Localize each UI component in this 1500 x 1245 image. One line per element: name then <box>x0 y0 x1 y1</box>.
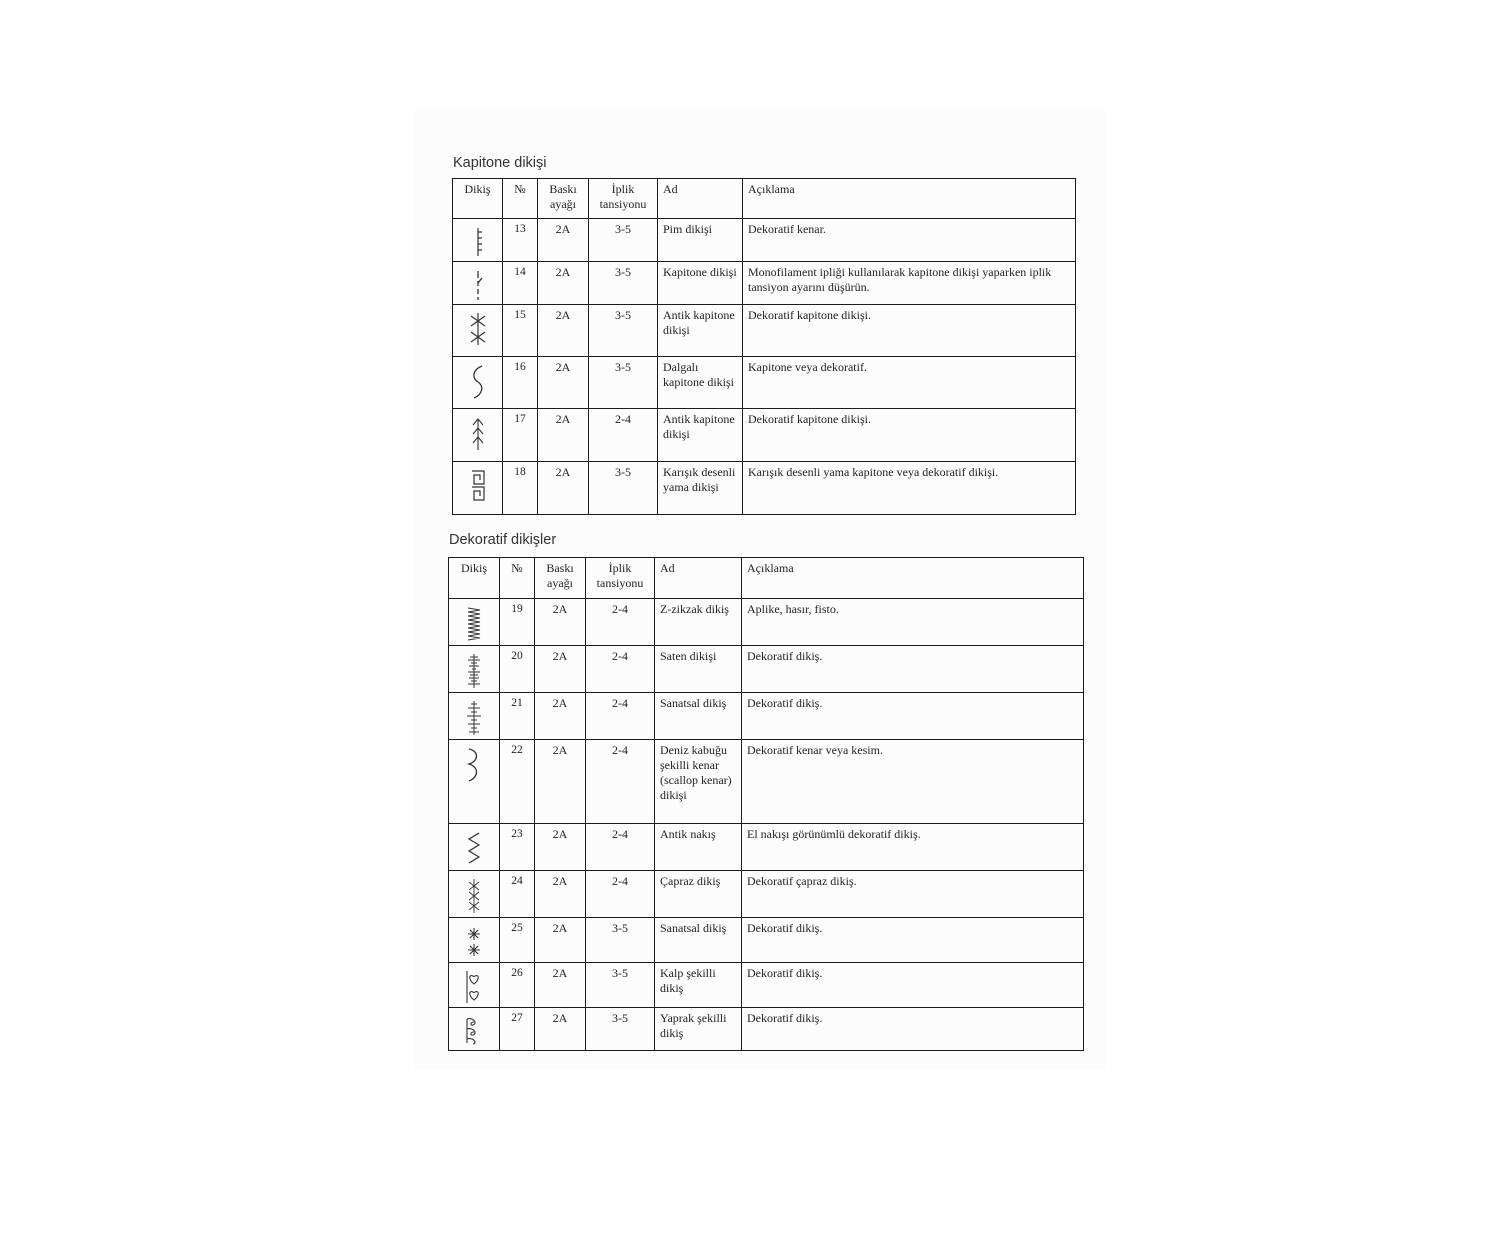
thread-tension: 3-5 <box>586 1008 655 1051</box>
stitch-name: Sanatsal dikiş <box>655 918 742 963</box>
stitch-description: Dekoratif dikiş. <box>742 963 1084 1008</box>
presser-foot: 2A <box>538 305 589 357</box>
antique-quilt-stitch-icon <box>458 312 497 346</box>
stitch-pattern-cell <box>453 409 503 462</box>
quilting-stitch-icon <box>458 269 497 301</box>
stitch-description: Dekoratif dikiş. <box>742 693 1084 740</box>
stitch-description: El nakışı görünümlü dekoratif dikiş. <box>742 824 1084 871</box>
stitch-name: Deniz kabuğu şekilli kenar (scallop kenar) dikişi <box>655 740 742 824</box>
stitch-name: Yaprak şekilli dikiş <box>655 1008 742 1051</box>
stitch-pattern-cell <box>449 918 500 963</box>
stitch-number: 26 <box>500 963 535 1008</box>
presser-foot: 2A <box>538 409 589 462</box>
section-title-quilting: Kapitone dikişi <box>453 155 547 171</box>
cross-stitch-icon <box>454 878 494 914</box>
stitch-number: 15 <box>503 305 538 357</box>
stitch-number: 27 <box>500 1008 535 1051</box>
header-name: Ad <box>658 179 743 219</box>
stitch-name: Karışık desenli yama dikişi <box>658 462 743 515</box>
thread-tension: 2-4 <box>586 871 655 918</box>
stitch-description: Kapitone veya dekoratif. <box>743 357 1076 409</box>
stitch-number: 18 <box>503 462 538 515</box>
stitch-name: Kapitone dikişi <box>658 262 743 305</box>
thread-tension: 2-4 <box>586 599 655 646</box>
star-art-stitch-icon <box>454 925 494 959</box>
stitch-description: Dekoratif kenar. <box>743 219 1076 262</box>
stitch-row <box>449 740 1084 824</box>
stitch-number: 16 <box>503 357 538 409</box>
presser-foot: 2A <box>535 599 586 646</box>
scallop-stitch-icon <box>454 747 494 783</box>
thread-tension: 3-5 <box>589 219 658 262</box>
stitch-name: Dalgalı kapitone dikişi <box>658 357 743 409</box>
stitch-pattern-cell <box>449 871 500 918</box>
stitch-description: Dekoratif çapraz dikiş. <box>742 871 1084 918</box>
header-foot: Baskı ayağı <box>538 179 589 219</box>
stitch-number: 25 <box>500 918 535 963</box>
stitch-name: Pim dikişi <box>658 219 743 262</box>
leaf-stitch-icon <box>454 1015 494 1045</box>
presser-foot: 2A <box>535 1008 586 1051</box>
presser-foot: 2A <box>535 693 586 740</box>
stitch-number: 23 <box>500 824 535 871</box>
stitch-row <box>449 693 1084 740</box>
stitch-description: Dekoratif kapitone dikişi. <box>743 305 1076 357</box>
stitch-name: Saten dikişi <box>655 646 742 693</box>
presser-foot: 2A <box>538 219 589 262</box>
section-title-decorative: Dekoratif dikişler <box>449 532 557 548</box>
stitch-name: Antik kapitone dikişi <box>658 409 743 462</box>
stitch-number: 13 <box>503 219 538 262</box>
stitch-row <box>453 462 1076 515</box>
art-stitch-icon <box>454 700 494 736</box>
crazy-patchwork-stitch-icon <box>458 469 497 503</box>
stitch-name: Sanatsal dikiş <box>655 693 742 740</box>
decorative-stitch-table <box>448 557 1084 1051</box>
presser-foot: 2A <box>535 871 586 918</box>
stitch-number: 19 <box>500 599 535 646</box>
satin-stitch-icon <box>454 653 494 689</box>
stitch-name: Antik nakış <box>655 824 742 871</box>
presser-foot: 2A <box>538 262 589 305</box>
header-number: № <box>503 179 538 219</box>
stitch-row <box>453 409 1076 462</box>
presser-foot: 2A <box>535 824 586 871</box>
presser-foot: 2A <box>535 740 586 824</box>
stitch-description: Dekoratif dikiş. <box>742 1008 1084 1051</box>
presser-foot: 2A <box>535 918 586 963</box>
stitch-row <box>453 357 1076 409</box>
thread-tension: 3-5 <box>586 918 655 963</box>
stitch-number: 20 <box>500 646 535 693</box>
stitch-pattern-cell <box>449 646 500 693</box>
stitch-pattern-cell <box>453 305 503 357</box>
presser-foot: 2A <box>535 646 586 693</box>
stitch-row <box>453 305 1076 357</box>
stitch-description: Dekoratif dikiş. <box>742 646 1084 693</box>
stitch-row <box>453 219 1076 262</box>
stitch-row <box>449 871 1084 918</box>
stitch-description: Dekoratif kapitone dikişi. <box>743 409 1076 462</box>
antique-stitch-icon <box>454 831 494 867</box>
stitch-description: Aplike, hasır, fisto. <box>742 599 1084 646</box>
presser-foot: 2A <box>535 963 586 1008</box>
stitch-pattern-cell <box>449 824 500 871</box>
stitch-pattern-cell <box>449 963 500 1008</box>
stitch-row <box>449 599 1084 646</box>
stitch-pattern-cell <box>453 262 503 305</box>
stitch-name: Kalp şekilli dikiş <box>655 963 742 1008</box>
pin-stitch-icon <box>458 226 497 258</box>
stitch-pattern-cell <box>449 740 500 824</box>
header-foot: Baskı ayağı <box>535 558 586 599</box>
chevron-quilt-stitch-icon <box>458 416 497 452</box>
stitch-row <box>449 918 1084 963</box>
stitch-number: 22 <box>500 740 535 824</box>
thread-tension: 2-4 <box>586 740 655 824</box>
stitch-pattern-cell <box>453 357 503 409</box>
stitch-row <box>449 1008 1084 1051</box>
stitch-number: 17 <box>503 409 538 462</box>
stitch-row <box>449 963 1084 1008</box>
thread-tension: 2-4 <box>586 646 655 693</box>
header-stitch: Dikiş <box>449 558 500 599</box>
stitch-description: Dekoratif dikiş. <box>742 918 1084 963</box>
thread-tension: 3-5 <box>589 305 658 357</box>
header-stitch: Dikiş <box>453 179 503 219</box>
stitch-pattern-cell <box>453 219 503 262</box>
presser-foot: 2A <box>538 357 589 409</box>
stitch-name: Z-zikzak dikiş <box>655 599 742 646</box>
stitch-number: 14 <box>503 262 538 305</box>
thread-tension: 3-5 <box>589 262 658 305</box>
stitch-row <box>453 262 1076 305</box>
header-name: Ad <box>655 558 742 599</box>
thread-tension: 3-5 <box>586 963 655 1008</box>
stitch-row <box>449 824 1084 871</box>
header-description: Açıklama <box>742 558 1084 599</box>
stitch-description: Dekoratif kenar veya kesim. <box>742 740 1084 824</box>
stitch-row <box>449 646 1084 693</box>
stitch-pattern-cell <box>449 1008 500 1051</box>
stitch-description: Monofilament ipliği kullanılarak kapitone dikişi yaparken iplik tansiyon ayarını düşürün. <box>743 262 1076 305</box>
stitch-pattern-cell <box>449 693 500 740</box>
header-tension: İplik tansiyonu <box>589 179 658 219</box>
stitch-name: Antik kapitone dikişi <box>658 305 743 357</box>
stitch-pattern-cell <box>449 599 500 646</box>
thread-tension: 2-4 <box>586 824 655 871</box>
stitch-description: Karışık desenli yama kapitone veya dekoratif dikişi. <box>743 462 1076 515</box>
zigzag-stitch-icon <box>454 606 494 642</box>
header-number: № <box>500 558 535 599</box>
quilting-stitch-table <box>452 178 1076 515</box>
stitch-pattern-cell <box>453 462 503 515</box>
header-tension: İplik tansiyonu <box>586 558 655 599</box>
stitch-number: 24 <box>500 871 535 918</box>
thread-tension: 3-5 <box>589 357 658 409</box>
thread-tension: 2-4 <box>589 409 658 462</box>
thread-tension: 3-5 <box>589 462 658 515</box>
stitch-number: 21 <box>500 693 535 740</box>
heart-stitch-icon <box>454 970 494 1004</box>
header-description: Açıklama <box>743 179 1076 219</box>
stitch-name: Çapraz dikiş <box>655 871 742 918</box>
presser-foot: 2A <box>538 462 589 515</box>
thread-tension: 2-4 <box>586 693 655 740</box>
wave-quilt-stitch-icon <box>458 364 497 400</box>
